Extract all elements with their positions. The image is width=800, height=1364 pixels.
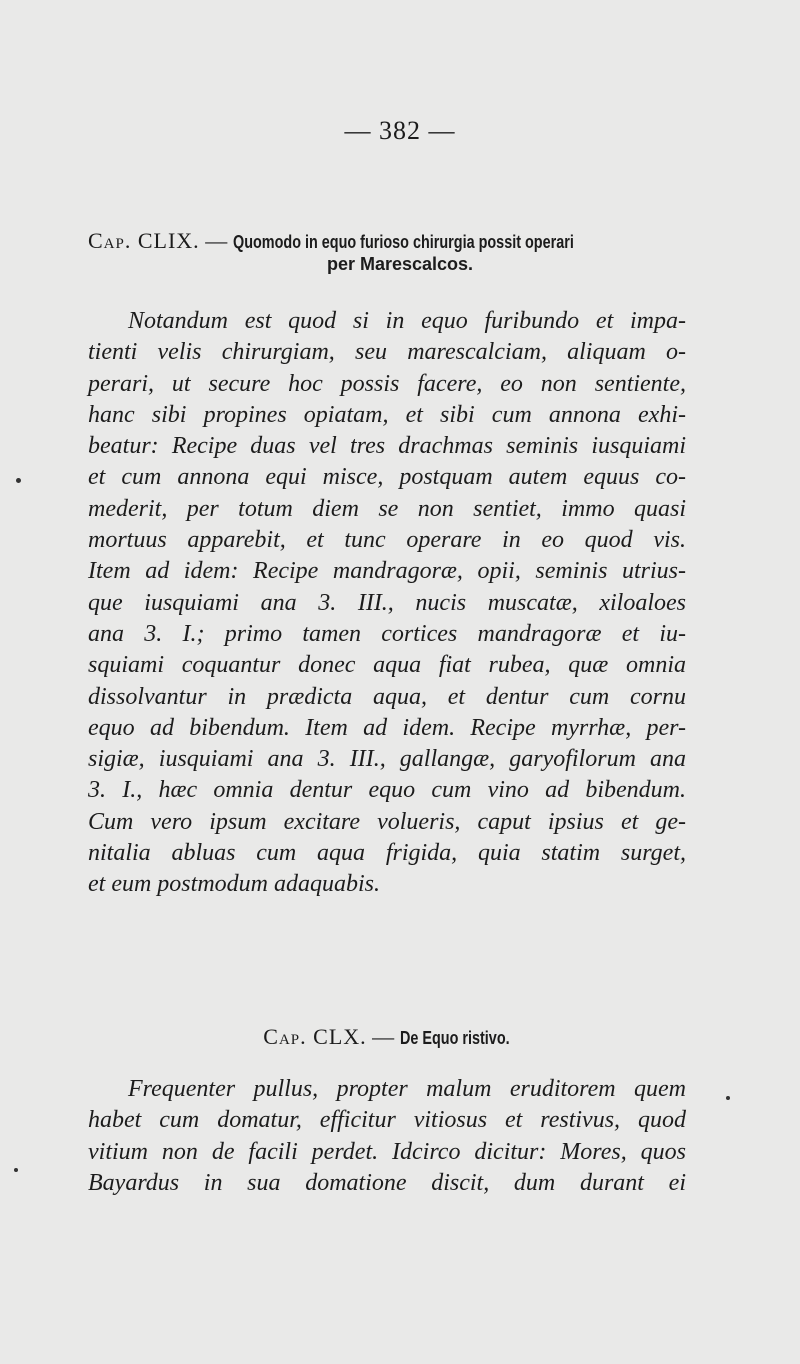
page-number: — 382 —: [344, 116, 456, 145]
text-line: Bayardus in sua domatione discit, dum durant ei: [88, 1169, 686, 1196]
heading-dash: —: [372, 1024, 395, 1049]
text-line: dissolvantur in prædicta aqua, et dentur cum cornu: [88, 683, 686, 710]
text-line: mederit, per totum diem se non sentiet, immo quasi: [88, 495, 686, 522]
chapter-title-continuation: per Marescalcos.: [326, 254, 474, 274]
chapter-title: De Equo ristivo.: [399, 1028, 510, 1048]
text-line: tienti velis chirurgiam, seu marescalciam, aliquam o-: [88, 339, 686, 366]
text-line: hanc sibi propines opiatam, et sibi cum annona exhi-: [88, 401, 686, 428]
text-line: vitium non de facili perdet. Idcirco dicitur: Mores, quos: [88, 1138, 686, 1165]
text-line: habet cum domatur, efficitur vitiosus et restivus, quod: [88, 1107, 686, 1134]
text-line: equo ad bibendum. Item ad idem. Recipe myrrhæ, per-: [88, 714, 686, 741]
text-line: et eum postmodum adaquabis.: [88, 871, 380, 898]
paper-speck: [14, 1168, 18, 1172]
text-line: 3. I., hæc omnia dentur equo cum vino ad bibendum.: [88, 777, 686, 804]
text-line: nitalia abluas cum aqua frigida, quia statim surget,: [88, 840, 686, 867]
chapter-title: Quomodo in equo furioso chirurgia possit operari: [232, 232, 574, 252]
chapter-heading-clx: [0, 1020, 800, 1055]
text-line: sigiæ, iusquiami ana 3. III., gallangæ, garyofilorum ana: [88, 746, 686, 773]
text-line: Cum vero ipsum excitare volueris, caput ipsius et ge-: [88, 808, 686, 835]
text-line: Notandum est quod si in equo furibundo et impa-: [128, 308, 686, 334]
text-line: Item ad idem: Recipe mandragoræ, opii, seminis utrius-: [88, 558, 686, 585]
chapter-number: Cap. CLX.: [263, 1024, 367, 1049]
text-line: que iusquiami ana 3. III., nucis muscatæ, xiloaloes: [88, 589, 686, 616]
paper-speck: [16, 478, 21, 483]
paper-speck: [726, 1096, 730, 1100]
text-line: beatur: Recipe duas vel tres drachmas seminis iusquiami: [88, 433, 686, 460]
chapter-number: Cap. CLIX.: [88, 228, 200, 253]
text-line: squiami coquantur donec aqua fiat rubea, quæ omnia: [88, 652, 686, 679]
text-line: mortuus apparebit, et tunc operare in eo quod vis.: [88, 527, 686, 554]
chapter-clix-text: [88, 306, 686, 901]
text-line: ana 3. I.; primo tamen cortices mandragoræ et iu-: [88, 620, 686, 647]
text-line: et cum annona equi misce, postquam autem equus co-: [88, 464, 686, 491]
heading-dash: —: [205, 228, 228, 253]
text-line: Frequenter pullus, propter malum eruditorem quem: [128, 1076, 686, 1102]
chapter-clx-text: [88, 1074, 686, 1199]
text-line: perari, ut secure hoc possis facere, eo non sentiente,: [88, 370, 686, 397]
